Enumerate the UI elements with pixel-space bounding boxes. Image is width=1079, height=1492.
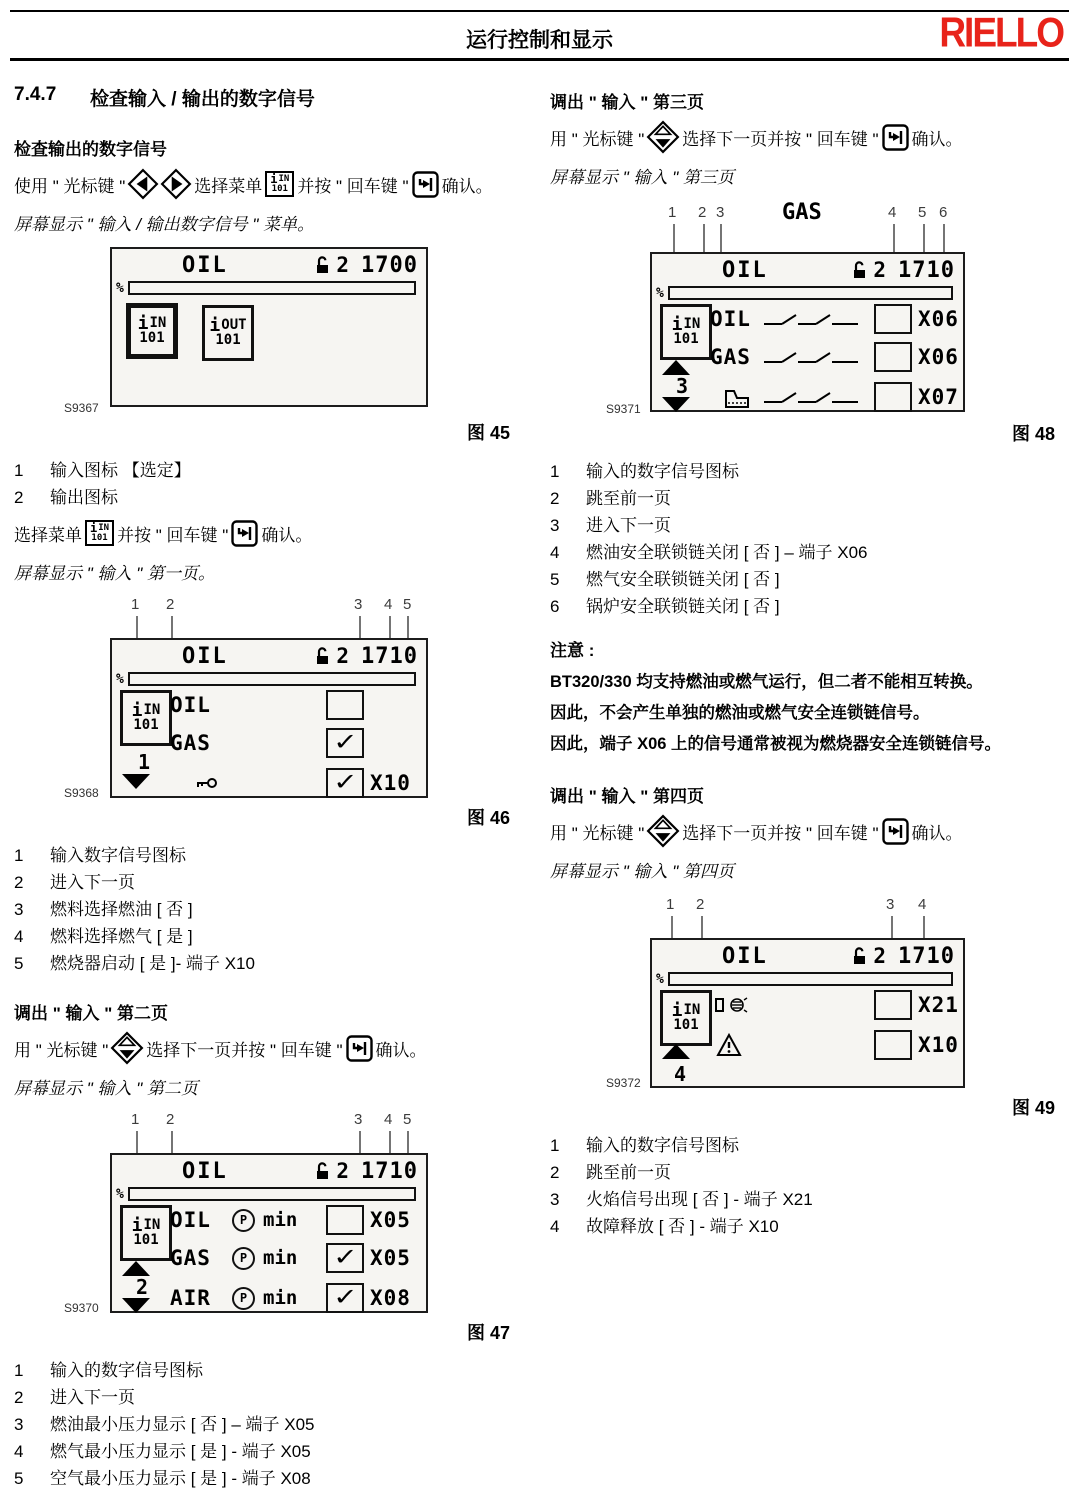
checkbox-burner-start: ✓ <box>326 768 364 798</box>
checkbox-fault-release <box>874 1030 912 1060</box>
figure-code: S9370 <box>64 1301 99 1315</box>
lcd-row-gas: GAS ✓ <box>170 726 422 760</box>
figure-code: S9368 <box>64 786 99 800</box>
lcd-row-boiler-interlock: X07 <box>710 380 959 414</box>
callout-2: 2 <box>696 896 705 913</box>
lock-icon <box>315 256 330 274</box>
input-menu-icon: i IN 101 <box>120 1205 172 1261</box>
cursor-updown-key-icon <box>111 1032 143 1064</box>
flame-detector-icon <box>714 996 750 1014</box>
callout-2: 2 <box>698 204 707 221</box>
next-page-arrow-icon <box>122 774 150 789</box>
lcd-screen-46: OIL 2 1710 % i IN 101 1 OIL GAS ✓ ✓ X10 <box>110 638 428 798</box>
figure-46-caption: 图 46 <box>466 808 510 828</box>
left-column <box>14 84 520 1492</box>
figure-49-caption: 图 49 <box>1011 1098 1055 1118</box>
instruction-paragraph-5: 用 " 光标键 " 选择下一页并按 " 回车键 " 确认。 <box>550 815 1065 847</box>
figure-47 <box>14 1111 520 1315</box>
enter-key-icon <box>412 171 439 198</box>
percent-glyph: % <box>116 280 124 296</box>
lcd-row-oil-interlock: OIL X06 <box>710 302 959 336</box>
input-menu-key-icon: i IN 101 <box>85 520 114 546</box>
figure-code: S9372 <box>606 1076 641 1090</box>
lcd-row-fault-release: X10 <box>710 1028 959 1062</box>
instruction-paragraph-2: 选择菜单 i IN 101 并按 " 回车键 " 确认。 <box>14 521 313 545</box>
enter-key-icon <box>346 1035 373 1062</box>
top-rule <box>10 10 1069 12</box>
next-page-arrow-icon <box>122 1298 150 1313</box>
figure-45 <box>14 247 520 415</box>
lcd-screen-45 <box>110 247 428 407</box>
page2-heading: 调出 " 输入 " 第二页 <box>14 1004 169 1023</box>
enter-key-icon <box>882 818 909 845</box>
lock-icon <box>852 261 867 279</box>
interlock-chain-icon <box>764 310 860 328</box>
prev-page-arrow-icon <box>662 360 690 375</box>
gas-top-label: GAS <box>782 200 822 225</box>
screen-shows-page2-note: 屏幕显示 " 输入 " 第二页 <box>14 1079 198 1098</box>
figure-46-legend: 1 输入数字信号图标 2 进入下一页 3 燃料选择燃油 [ 否 ] 4 燃料选择燃气 [ 是 ] 5 燃烧器启动 [ 是 ]- 端子 X10 <box>14 846 255 973</box>
lcd-row-air-pmin: AIR P min ✓ X08 <box>170 1280 411 1312</box>
figure-45-caption: 图 45 <box>466 423 510 443</box>
figure-49 <box>550 896 1065 1090</box>
callout-4: 4 <box>888 204 897 221</box>
lcd-page-number: 1 <box>138 750 151 774</box>
load-bar <box>668 286 953 300</box>
section-heading <box>14 84 520 111</box>
riello-logo: RIELLO <box>939 9 1063 56</box>
callout-2: 2 <box>166 596 175 613</box>
load-bar <box>668 972 953 986</box>
lcd-time: 1700 <box>361 252 418 278</box>
screen-shows-page3-note: 屏幕显示 " 输入 " 第三页 <box>550 168 734 187</box>
input-menu-icon: i IN 101 <box>660 990 712 1046</box>
checkbox-boiler-interlock <box>874 382 912 412</box>
lcd-page-number: 3 <box>676 374 689 398</box>
callout-5: 5 <box>403 1111 412 1128</box>
lcd-screen-49: OIL 2 1710 % i IN 101 4 X21 X10 <box>650 938 965 1088</box>
interlock-chain-icon <box>764 388 860 406</box>
input-menu-icon: i IN 101 <box>660 304 712 360</box>
cursor-right-key-icon <box>161 169 191 199</box>
interlock-chain-icon <box>764 348 860 366</box>
callout-4: 4 <box>384 1111 393 1128</box>
screen-shows-page4-note: 屏幕显示 " 输入 " 第四页 <box>550 862 734 881</box>
pressure-icon: P <box>232 1247 255 1270</box>
lcd-fuel-title: OIL <box>182 252 228 278</box>
figure-47-caption: 图 47 <box>466 1323 510 1343</box>
prev-page-arrow-icon <box>122 1261 150 1276</box>
checkbox-gas-pmin: ✓ <box>326 1243 364 1273</box>
checkbox-gas-interlock <box>874 342 912 372</box>
callout-1: 1 <box>668 204 677 221</box>
cursor-updown-key-icon <box>647 815 679 847</box>
lcd-stage-number: 2 <box>336 253 350 277</box>
checkbox-air-pmin: ✓ <box>326 1283 364 1313</box>
enter-key-icon <box>882 124 909 151</box>
note-title: 注意 : <box>550 641 595 660</box>
callout-6: 6 <box>939 204 948 221</box>
prev-page-arrow-icon <box>662 1044 690 1059</box>
lcd-row-oil-pmin: OIL P min X05 <box>170 1203 422 1237</box>
figure-49-legend: 1 输入的数字信号图标 2 跳至前一页 3 火焰信号出现 [ 否 ] - 端子 X21 4 故障释放 [ 否 ] - 端子 X10 <box>550 1136 813 1236</box>
input-menu-icon-selected: i IN 101 <box>126 303 178 359</box>
instruction-paragraph-3: 用 " 光标键 " 选择下一页并按 " 回车键 " 确认。 <box>14 1032 520 1064</box>
figure-code: S9367 <box>64 401 99 415</box>
enter-key-icon <box>231 520 258 547</box>
callout-3: 3 <box>716 204 725 221</box>
callout-4: 4 <box>384 596 393 613</box>
lock-icon <box>315 647 330 665</box>
boiler-icon <box>710 385 764 409</box>
checkbox-oil <box>326 690 364 720</box>
lcd-row-flame-signal: X21 <box>710 988 959 1022</box>
callout-3: 3 <box>354 596 363 613</box>
callout-5: 5 <box>918 204 927 221</box>
check-output-subtitle: 检查输出的数字信号 <box>14 140 167 159</box>
note-block: 注意 : BT320/330 均支持燃油或燃气运行，但二者不能相互转换。 因此，不会产生单独的燃油或燃气安全连锁链信号。 因此，端子 X06 上的信号通常被视为燃烧器安全连锁链信号。 <box>550 636 1065 760</box>
figure-code: S9371 <box>606 402 641 416</box>
lcd-row-gas-interlock: GAS X06 <box>710 340 959 374</box>
callout-1: 1 <box>131 596 140 613</box>
callout-3: 3 <box>354 1111 363 1128</box>
page4-heading: 调出 " 输入 " 第四页 <box>550 787 705 806</box>
input-menu-icon: i IN 101 <box>120 690 172 746</box>
lcd-page-number: 4 <box>674 1062 687 1086</box>
lock-icon <box>315 1162 330 1180</box>
page3-heading: 调出 " 输入 " 第三页 <box>550 93 705 112</box>
cursor-updown-key-icon <box>647 121 679 153</box>
figure-45-legend: 1 输入图标 【选定】 2 输出图标 <box>14 461 191 507</box>
callout-4: 4 <box>918 896 927 913</box>
figure-47-legend: 1 输入的数字信号图标 2 进入下一页 3 燃油最小压力显示 [ 否 ] – 端子 X05 4 燃气最小压力显示 [ 是 ] - 端子 X05 5 空气最小压力显示 [ 是 ] - 端子 X08 <box>14 1361 315 1488</box>
screen-shows-page1-note: 屏幕显示 " 输入 " 第一页。 <box>14 564 215 583</box>
load-bar <box>128 281 416 295</box>
checkbox-flame-signal <box>874 990 912 1020</box>
callout-1: 1 <box>131 1111 140 1128</box>
section-title: 检查输入 / 输出的数字信号 <box>90 89 315 110</box>
callout-2: 2 <box>166 1111 175 1128</box>
instruction-paragraph-4: 用 " 光标键 " 选择下一页并按 " 回车键 " 确认。 <box>550 121 1065 153</box>
callout-3: 3 <box>886 896 895 913</box>
callout-1: 1 <box>666 896 675 913</box>
key-icon <box>194 776 218 791</box>
page-header-title: 运行控制和显示 <box>466 29 613 52</box>
figure-48-legend: 1 输入的数字信号图标 2 跳至前一页 3 进入下一页 4 燃油安全联锁链关闭 [ 否 ] – 端子 X06 5 燃气安全联锁链关闭 [ 否 ] 6 锅炉安全联锁链关闭 [ 否 ] <box>550 462 868 616</box>
figure-48 <box>550 200 1065 416</box>
checkbox-gas: ✓ <box>326 728 364 758</box>
load-bar <box>128 672 416 686</box>
cursor-left-key-icon <box>128 169 158 199</box>
lcd-row-burner-start: ✓ X10 <box>170 766 422 800</box>
checkbox-oil-pmin <box>326 1205 364 1235</box>
instruction-paragraph-1: 使用 " 光标键 " 选择菜单 i IN 101 并按 " 回车键 " 确认。 <box>14 168 520 200</box>
figure-46 <box>14 596 520 800</box>
pressure-icon: P <box>232 1287 255 1310</box>
lcd-row-gas-pmin: GAS P min ✓ X05 <box>170 1240 411 1272</box>
input-menu-key-icon: i IN 101 <box>265 171 294 197</box>
right-column <box>550 84 1065 1240</box>
next-page-arrow-icon <box>662 397 690 412</box>
section-number: 7.4.7 <box>14 84 57 105</box>
pressure-icon: P <box>232 1209 255 1232</box>
header-rule <box>10 58 1069 61</box>
screen-shows-menu-note: 屏幕显示 " 输入 / 输出数字信号 " 菜单。 <box>14 215 315 234</box>
output-menu-icon: i OUT 101 <box>202 305 254 361</box>
warning-triangle-icon <box>716 1033 742 1057</box>
load-bar <box>128 1187 416 1201</box>
lcd-page-number: 2 <box>136 1275 149 1299</box>
lcd-row-oil: OIL <box>170 688 422 722</box>
figure-48-caption: 图 48 <box>1011 424 1055 444</box>
lcd-screen-47: OIL 2 1710 % i IN 101 2 OIL P min X05 GAS P min ✓ X05 AIR P min ✓ X08 <box>110 1153 428 1313</box>
callout-5: 5 <box>403 596 412 613</box>
checkbox-oil-interlock <box>874 304 912 334</box>
lcd-screen-48: OIL 2 1710 % i IN 101 3 OIL X06 GAS X06 X07 <box>650 252 965 412</box>
lock-icon <box>852 947 867 965</box>
